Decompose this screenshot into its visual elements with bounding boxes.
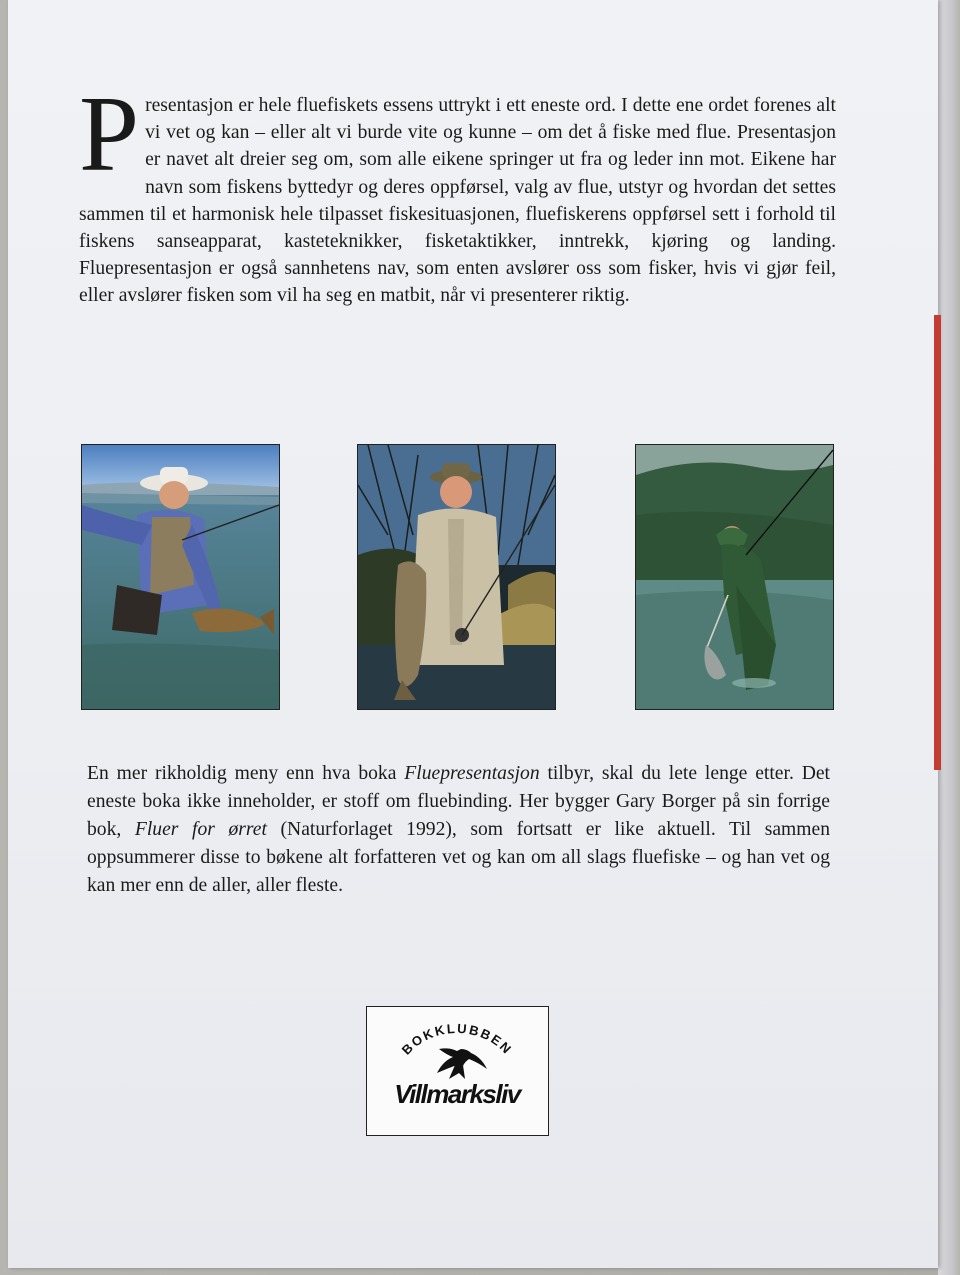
book-title-fluepresentasjon: Fluepresentasjon [404,763,540,784]
eagle-icon [437,1048,487,1079]
description-text-3: (Naturforlaget 1992), som fortsatt er like aktuell. Til sammen oppsummerer disse to bøkene alt forfatteren vet og kan om all slags fluefiske – og han vet og kan mer enn de aller, aller fleste. [87,819,831,896]
book-spine [938,0,960,1275]
publisher-logo [366,1006,549,1136]
description-paragraph [87,760,830,900]
angler-landing-fish-photo-icon [636,445,833,709]
angler-with-trout-photo-icon [82,445,279,709]
book-title-fluer-for-orret: Fluer for ørret [134,819,267,840]
description-text-1: En mer rikholdig meny enn hva boka [87,763,405,784]
photo-angler-with-trout [81,444,280,710]
intro-paragraph [79,75,836,310]
angler-holding-salmon-photo-icon [358,445,555,709]
spine-red-accent [934,315,941,770]
intro-text: resentasjon er hele fluefiskets essens uttrykt i ett eneste ord. I dette ene ordet forenes alt vi vet og kan – eller alt vi burde vite og kunne – om det å fiske med flue. Presentasjon er navet alt dreier seg om, som alle eikene springer ut fra og leder inn mot. Eikene har navn som fiskens byttedyr og deres oppførsel, valg av flue, utstyr og hvordan det settes sammen til et harmonisk hele tilpasset fiskesituasjonen, fluefiskerens oppførsel sett i forhold til fiskens sanseapparat, kasteteknikker, fisketaktikker, inntrekk, kjøring og landing. Fluepresentasjon er også sannhetens nav, som enten avslører oss som fisker, hvis vi gjør feil, eller avslører fisken som vil ha seg en matbit, når vi presenterer riktig. [79,95,836,307]
photo-angler-holding-salmon [357,444,556,710]
logo-arc-text: BOKKLUBBEN [398,1020,516,1058]
drop-cap: P [79,75,140,194]
photo-angler-landing-fish [635,444,834,710]
villmarksliv-logo-icon [367,1007,548,1135]
logo-wordmark: Villmarksliv [394,1079,520,1109]
description-text-2: tilbyr, skal du lete lenge etter. Det eneste boka ikke inneholder, er stoff om fluebinding. Her bygger Gary Borger på sin forrige bok, [87,763,830,840]
